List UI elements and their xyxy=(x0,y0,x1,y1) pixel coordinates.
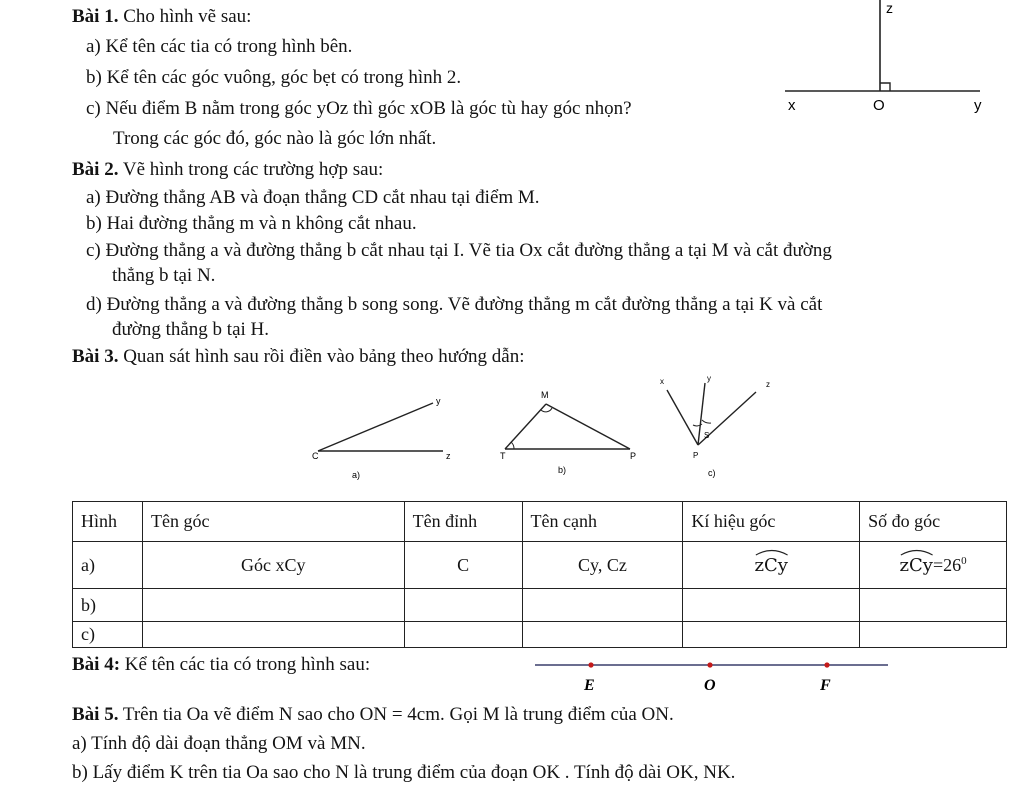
fig-a-caption: a) xyxy=(352,470,361,480)
bai1-title: Bài 1. xyxy=(72,6,119,27)
figure-c xyxy=(660,374,770,478)
bai5-a: a) Tính độ dài đoạn thẳng OM và MN. xyxy=(72,733,366,754)
bai2-b: b) Hai đường thẳng m và n không cắt nhau. xyxy=(86,213,417,234)
bai2-d1: d) Đường thẳng a và đường thẳng b song song. Vẽ đường thẳng m cắt đường thẳng a tại K và cắt xyxy=(86,294,823,315)
bai2-title: Bài 2. xyxy=(72,159,119,180)
bai3-title: Bài 3. xyxy=(72,346,119,367)
row-a-symbol-text: zCy xyxy=(754,554,788,576)
segment-mp xyxy=(546,404,630,449)
fig-c-label-p: P xyxy=(693,451,699,460)
point-o xyxy=(707,662,712,667)
bai2-c1: c) Đường thẳng a và đường thẳng b cắt nhau tại I. Vẽ tia Ox cắt đường thẳng a tại M và cắt đường xyxy=(86,240,832,261)
bai1-b: b) Kể tên các góc vuông, góc bẹt có trong hình 2. xyxy=(86,67,462,88)
fig-b-caption: b) xyxy=(558,465,567,475)
bai3-table xyxy=(72,501,1007,648)
row-a-measure-symbol xyxy=(900,555,933,576)
bai3-figures xyxy=(300,370,790,490)
fig-b-label-p: P xyxy=(630,451,637,461)
degree-mark: 0 xyxy=(961,554,967,567)
header-so-do-goc: Số đo góc xyxy=(860,502,1007,542)
fig-c-label-x: x xyxy=(660,377,664,386)
label-f: F xyxy=(820,677,831,694)
bai5-heading xyxy=(72,704,674,726)
label-e: E xyxy=(584,677,595,694)
bai3-heading xyxy=(72,346,525,368)
bai2-heading xyxy=(72,159,383,181)
fig-c-label-y: y xyxy=(707,374,711,383)
fig-a-label-z: z xyxy=(446,451,451,461)
label-x: x xyxy=(788,97,796,114)
row-a-symbol-cell xyxy=(683,542,860,589)
bai3-intro: Quan sát hình sau rồi điền vào bảng theo hướng dẫn: xyxy=(123,346,525,367)
bai1-c2: Trong các góc đó, góc nào là góc lớn nhất. xyxy=(113,128,437,149)
point-f xyxy=(824,662,829,667)
row-a-label: a) xyxy=(73,542,143,589)
bai1-heading xyxy=(72,6,251,28)
fig-b-label-m: M xyxy=(541,390,549,400)
row-a-measure-value: =26 xyxy=(932,554,962,575)
bai4-title: Bài 4: xyxy=(72,654,121,675)
table-row xyxy=(73,589,1007,622)
right-angle-mark xyxy=(880,83,890,91)
row-a-symbol xyxy=(755,555,788,576)
angle-mark-t xyxy=(511,442,514,449)
label-z: z xyxy=(886,0,893,16)
bai1-figure xyxy=(760,0,1024,125)
row-a-sides: Cy, Cz xyxy=(522,542,683,589)
bai4-figure xyxy=(530,656,890,696)
angle-mark-p2 xyxy=(702,420,711,423)
table-header-row xyxy=(73,502,1007,542)
label-o: O xyxy=(873,97,885,114)
figure-b xyxy=(500,390,636,475)
fig-a-label-y: y xyxy=(436,396,441,406)
bai2-c2: thẳng b tại N. xyxy=(112,265,216,286)
bai2-a: a) Đường thẳng AB và đoạn thẳng CD cắt nhau tại điểm M. xyxy=(86,187,540,208)
label-o: O xyxy=(704,677,716,694)
table-row xyxy=(73,622,1007,648)
header-ten-dinh: Tên đỉnh xyxy=(404,502,522,542)
fig-a-label-c: C xyxy=(312,451,319,461)
row-b-label: b) xyxy=(73,589,143,622)
hat-mark xyxy=(755,548,788,556)
bai2-d2: đường thẳng b tại H. xyxy=(112,319,270,340)
fig-c-label-s: S xyxy=(704,431,710,440)
ray-cy xyxy=(318,403,433,451)
bai1-intro: Cho hình vẽ sau: xyxy=(123,6,252,27)
bai1-c1: c) Nếu điểm B nằm trong góc yOz thì góc xOB là góc tù hay góc nhọn? xyxy=(86,98,632,119)
header-ten-goc: Tên góc xyxy=(142,502,404,542)
row-c-label: c) xyxy=(73,622,143,648)
row-a-measure-symbol-text: zCy xyxy=(899,554,933,576)
point-e xyxy=(588,662,593,667)
header-ten-canh: Tên cạnh xyxy=(522,502,683,542)
bai2-intro: Vẽ hình trong các trường hợp sau: xyxy=(122,159,384,180)
bai4-text: Kể tên các tia có trong hình sau: xyxy=(124,654,371,675)
fig-b-label-t: T xyxy=(500,451,506,461)
table-row xyxy=(73,542,1007,589)
bai5-b: b) Lấy điểm K trên tia Oa sao cho N là trung điểm của đoạn OK . Tính độ dài OK, NK. xyxy=(72,762,736,783)
bai1-a: a) Kể tên các tia có trong hình bên. xyxy=(86,36,353,57)
bai5-title: Bài 5. xyxy=(72,704,119,725)
hat-mark xyxy=(900,548,933,556)
fig-c-caption: c) xyxy=(708,468,716,478)
figure-a xyxy=(312,396,451,480)
label-y: y xyxy=(974,97,982,114)
header-ki-hieu-goc: Kí hiệu góc xyxy=(683,502,860,542)
fig-c-label-z: z xyxy=(766,380,770,389)
row-a-measure xyxy=(860,542,1007,589)
bai5-text: Trên tia Oa vẽ điểm N sao cho ON = 4cm. Gọi M là trung điểm của ON. xyxy=(122,704,674,725)
header-hinh: Hình xyxy=(73,502,143,542)
row-a-angle-name: Góc xCy xyxy=(142,542,404,589)
bai4-heading xyxy=(72,654,370,676)
row-a-vertex: C xyxy=(404,542,522,589)
ray-px xyxy=(667,390,698,445)
